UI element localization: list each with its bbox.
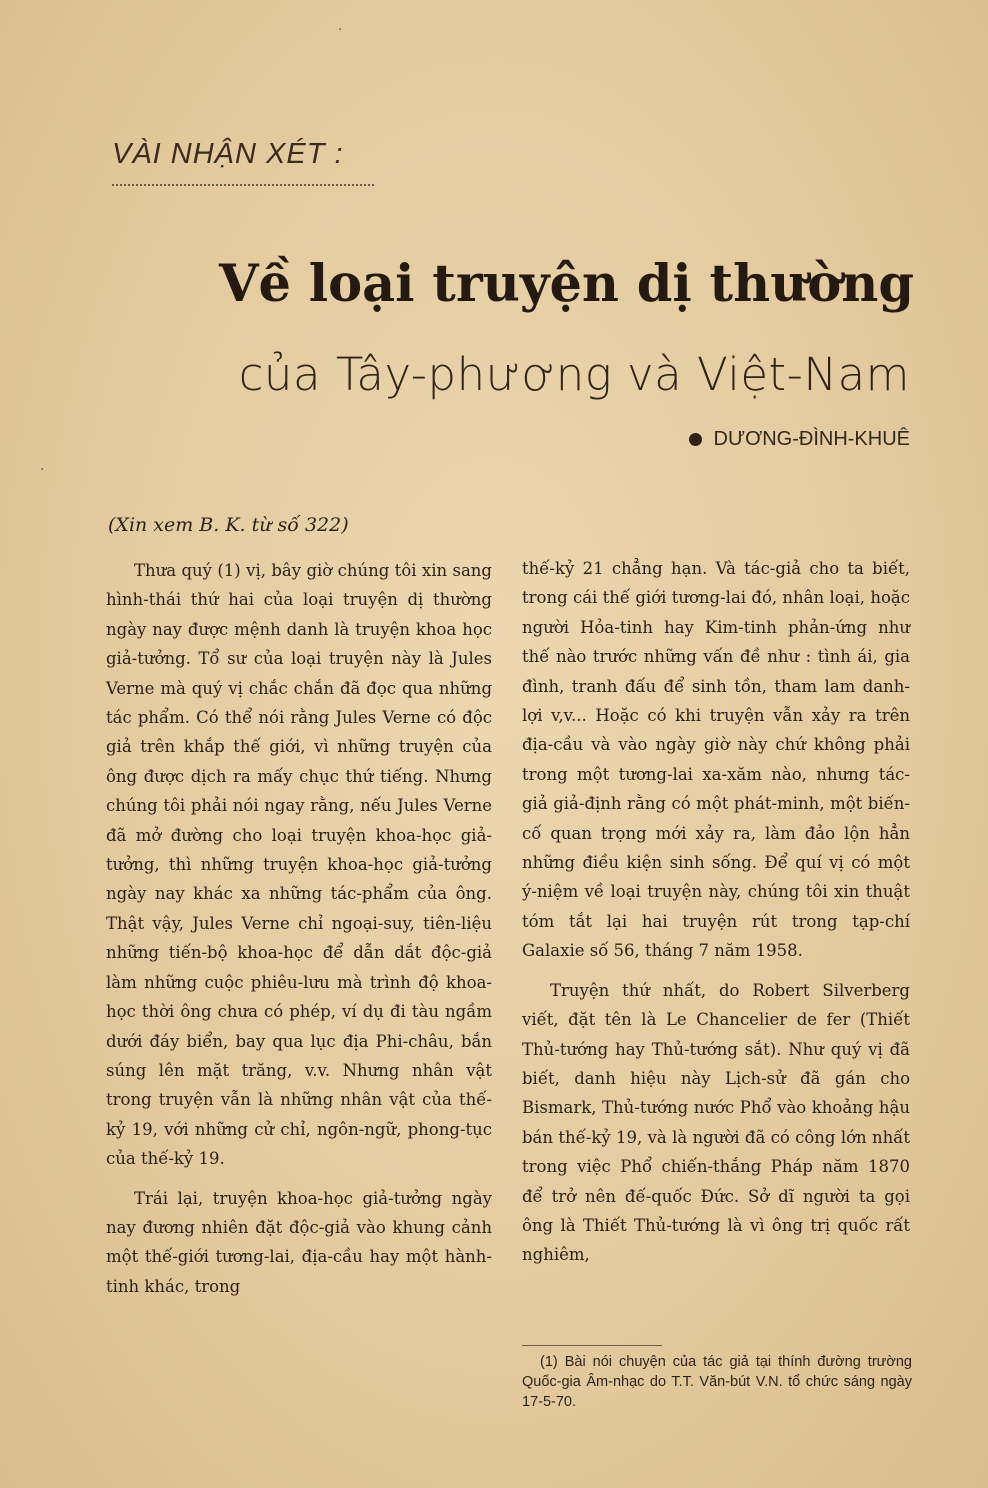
paragraph: thế-kỷ 21 chẳng hạn. Và tác-giả cho ta biết, trong cái thế giới tương-lai đó, nhân loại, hoặc người Hỏa-tinh hay Kim-tinh phản-ứng như thế nào trước những vấn đề như : tình ái, gia đình, tranh đấu để sinh tồn, tham lam danh-lợi v,v... Hoặc có khi truyện vẫn xảy ra trên địa-cầu và vào ngày giờ này chứ không phải trong một tương-lai xa-xăm nào, nhưng tác-giả giả-định rằng có một phát-minh, một biến-cố quan trọng mới xảy ra, làm đảo lộn hẳn những điều kiện sinh sống. Để quí vị có một ý-niệm về loại truyện này, chúng tôi xin thuật tóm tắt lại hai truyện rút trong tạp-chí Galaxie số 56, tháng 7 năm 1958. [522,559,910,961]
footnote-divider [522,1345,662,1346]
text-column-right [522,554,910,1270]
paragraph: Truyện thứ nhất, do Robert Silverberg viết, đặt tên là Le Chancelier de fer (Thiết Thủ-tướng hay Thủ-tướng sắt). Như quý vị đã biết, danh hiệu này Lịch-sử đã gán cho Bismark, Thủ-tướng nước Phổ vào khoảng hậu bán thế-kỷ 19, và là người đã có công lớn nhất trong việc Phổ chiến-thắng Pháp năm 1870 để trở nên đế-quốc Đức. Sở dĩ người ta gọi ông là Thiết Thủ-tướng là vì ông trị quốc rất nghiêm, [522,980,910,1265]
bullet-dot-icon [689,433,702,446]
margin-mark: · [40,462,45,478]
article-title: Về loại truyện dị thường [218,254,914,314]
section-label: VÀI NHẬN XÉT : [112,138,344,170]
author-byline [689,428,910,451]
article-subtitle: của Tây-phương và Việt-Nam [238,348,910,401]
author-name: DƯƠNG-ĐÌNH-KHUÊ [713,428,910,450]
text-column-left [106,556,492,1301]
see-reference: (Xin xem B. K. từ số 322) [108,514,349,536]
margin-mark: · [338,22,343,38]
paragraph: Thưa quý (1) vị, bây giờ chúng tôi xin sang hình-thái thứ hai của loại truyện dị thường ngày nay được mệnh danh là truyện khoa học giả-tưởng. Tổ sư của loại truyện này là Jules Verne mà quý vị chắc chắn đã đọc qua những tác phẩm. Có thể nói rằng Jules Verne có độc giả trên khắp thế giới, vì những truyện của ông được dịch ra mấy chục thứ tiếng. Nhưng chúng tôi phải nói ngay rằng, nếu Jules Verne đã mở đường cho loại truyện khoa-học giả-tưởng, thì những truyện khoa-học giả-tưởng ngày nay khác xa những tác-phẩm của ông. Thật vậy, Jules Verne chỉ ngoại-suy, tiên-liệu những tiến-bộ khoa-học để dẫn dắt độc-giả làm những cuộc phiêu-lưu mà trình độ khoa-học thời ông chưa có phép, ví dụ đi tàu ngầm dưới đáy biển, bay qua lục địa Phi-châu, bắn súng lên mặt trăng, v.v. Nhưng nhân vật trong truyện vẫn là những nhân vật của thế-kỷ 19, với những cử chỉ, ngôn-ngữ, phong-tục của thế-kỷ 19. [106,561,492,1169]
paragraph: Trái lại, truyện khoa-học giả-tưởng ngày nay đương nhiên đặt độc-giả vào khung cảnh một thế-giới tương-lai, địa-cầu hay một hành-tinh khác, trong [106,1188,492,1296]
footnote: (1) Bài nói chuyện của tác giả tại thính đường trường Quốc-gia Âm-nhạc do T.T. Văn-bút V.N. tổ chức sáng ngày 17-5-70. [522,1354,912,1410]
section-underline [112,184,374,186]
